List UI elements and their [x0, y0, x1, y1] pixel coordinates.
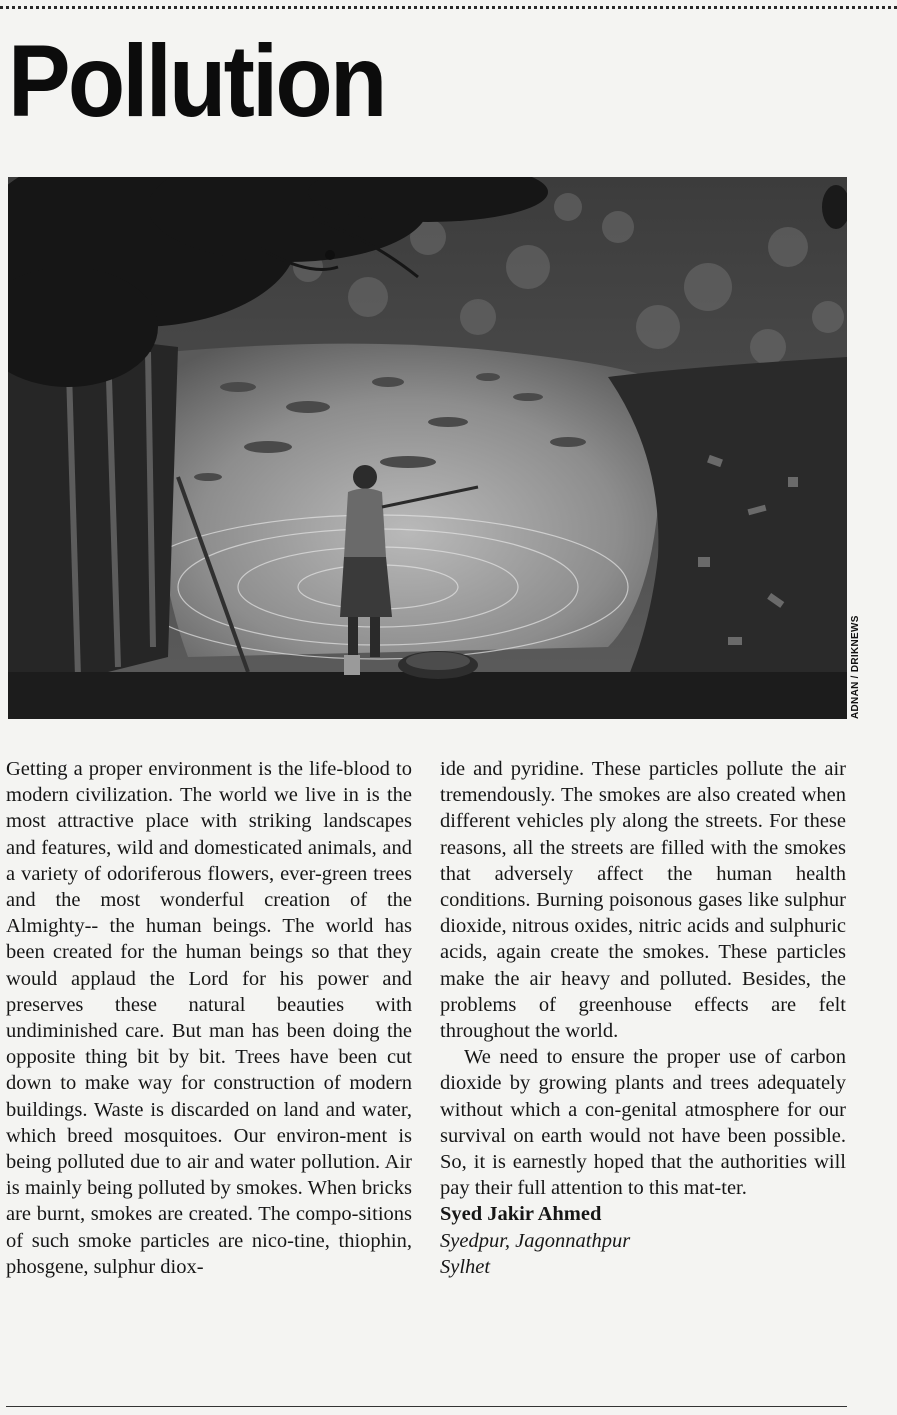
paragraph-1-continued: ide and pyridine. These particles pollute the air tremendously. The smokes are also created when different vehicles ply along the streets. For these reasons, all the streets are filled with the smokes that adversely affect the human health conditions. Burning poisonous gases like sulphur dioxide, nitrous oxides, nitric acids and sulphuric acids, again create the smokes. These particles make the air heavy and polluted. Besides, the problems of greenhouse effects are felt throughout the world. [440, 758, 846, 1043]
top-dotted-rule [0, 6, 897, 9]
author-name: Syed Jakir Ahmed [440, 1203, 602, 1226]
bird [325, 250, 335, 260]
pond-scene-illustration [8, 177, 847, 719]
article-column-right [440, 756, 846, 1280]
photo-credit: ADNAN / DRIKNEWS [850, 615, 861, 719]
basin-inner [406, 652, 470, 670]
bottom-rule [6, 1406, 847, 1407]
water-pot [344, 655, 360, 675]
author-location-2: Sylhet [440, 1255, 491, 1278]
article-column-left [6, 756, 412, 1280]
foreground-steps [8, 672, 847, 719]
paragraph-1: Getting a proper environment is the life-blood to modern civilization. The world we live in is the most attractive place with striking landscapes and features, wild and domesticated animals, and a variety of odoriferous flowers, ever-green trees and the most wonderful creation of the Almighty-- the human beings. The world has been created for the human beings so that they would applaud the Lord for his power and preserves these natural beauties with undiminished care. But man has been doing the opposite thing bit by bit. Trees have been cut down to make way for construction of modern buildings. Waste is discarded on land and water, which breed mosquitoes. Our environ-ment is being polluted due to air and water pollution. Air is mainly being polluted by smokes. When bricks are burnt, smokes are created. The compo-sitions of such smoke particles are nico-tine, thiophin, phosgene, sulphur diox- [6, 758, 412, 1278]
headline: Pollution [8, 24, 385, 138]
paragraph-2: We need to ensure the proper use of carbon dioxide by growing plants and trees adequately without which a con-genital atmosphere for our survival on earth would not have been possible. So, it is earnestly hoped that the authorities will pay their full attention to this mat-ter. [440, 1046, 846, 1200]
author-location-1: Syedpur, Jagonnathpur [440, 1229, 631, 1252]
news-photo [8, 177, 847, 719]
